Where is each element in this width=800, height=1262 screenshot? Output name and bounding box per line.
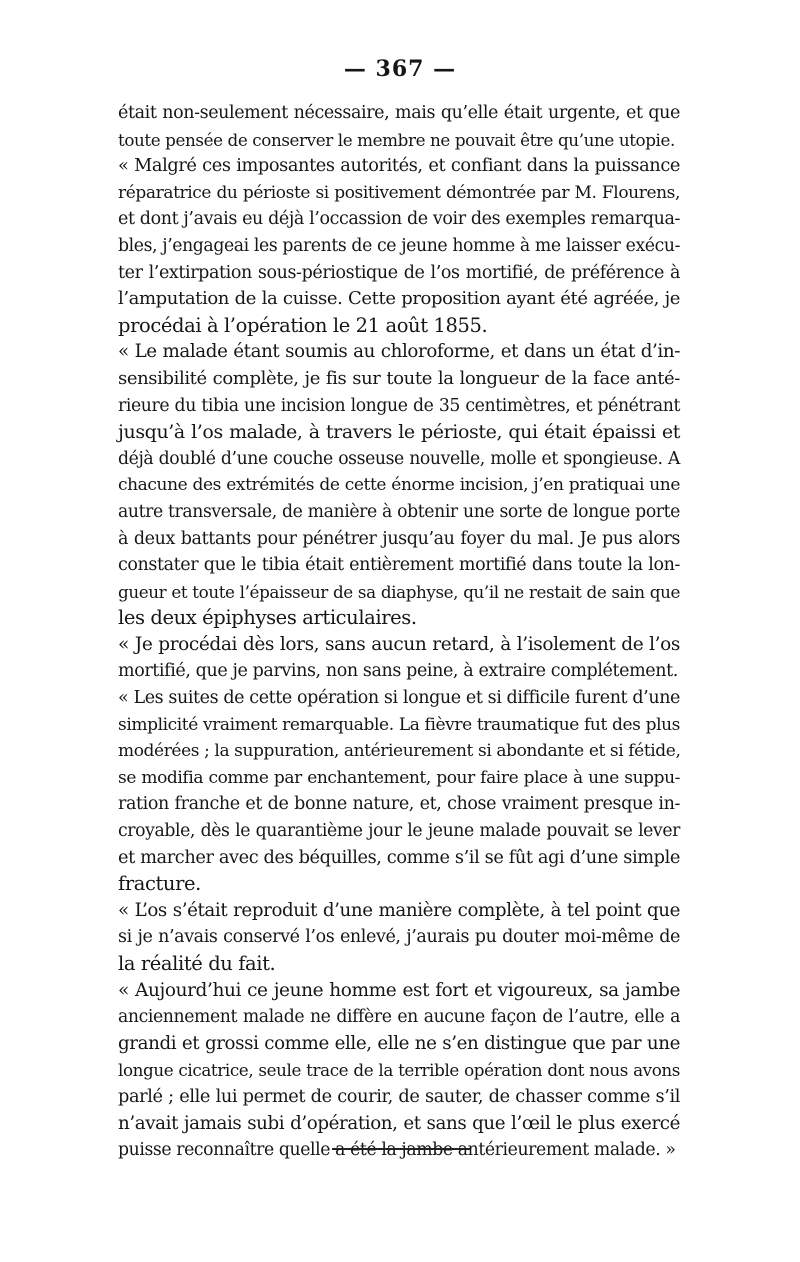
text-line: n’avait jamais subi d’opération, et sans que l’œil le plus exercé: [118, 1112, 680, 1134]
text-line: procédai à l’opération le 21 août 1855.: [118, 313, 488, 337]
text-line: ter l’extirpation sous-périostique de l’os mortifié, de préférence à: [118, 262, 680, 283]
text-line: fracture.: [118, 872, 201, 896]
text-line: « Malgré ces imposantes autorités, et confiant dans la puissance: [118, 156, 680, 177]
text-line: bles, j’engageai les parents de ce jeune homme à me laisser exécu-: [118, 235, 680, 256]
text-line: simplicité vraiment remarquable. La fièvre traumatique fut des plus: [118, 714, 680, 735]
text-line: et marcher avec des béquilles, comme s’il se fût agi d’une simple: [118, 847, 680, 868]
text-line: réparatrice du périoste si positivement démontrée par M. Flourens,: [118, 182, 680, 203]
text-line: « Je procédai dès lors, sans aucun retard, à l’isolement de l’os: [118, 633, 680, 655]
text-line: sensibilité complète, je fis sur toute la longueur de la face anté-: [118, 367, 680, 389]
text-line: et dont j’avais eu déjà l’occassion de voir des exemples remarqua-: [118, 209, 680, 230]
text-line: puisse reconnaître quelle a été la jambe antérieurement malade. »: [118, 1140, 676, 1161]
text-line: autre transversale, de manière à obtenir une sorte de longue porte: [118, 501, 680, 522]
text-line: croyable, dès le quarantième jour le jeune malade pouvait se lever: [118, 821, 680, 842]
page-number: — 367 —: [343, 56, 457, 82]
text-line: se modifia comme par enchantement, pour faire place à une suppu-: [118, 767, 680, 788]
text-line: si je n’avais conservé l’os enlevé, j’aurais pu douter moi-même de: [118, 927, 680, 948]
text-line: à deux battants pour pénétrer jusqu’au foyer du mal. Je pus alors: [118, 528, 680, 549]
text-line: modérées ; la suppuration, antérieurement si abondante et si fétide,: [118, 741, 681, 762]
text-line: toute pensée de conserver le membre ne pouvait être qu’une utopie.: [118, 129, 675, 150]
text-line: la réalité du fait.: [118, 952, 276, 975]
text-line: gueur et toute l’épaisseur de sa diaphyse, qu’il ne restait de sain que: [118, 581, 680, 602]
text-line: grandi et grossi comme elle, elle ne s’en distingue que par une: [118, 1032, 680, 1054]
text-line: « Aujourd’hui ce jeune homme est fort et vigoureux, sa jambe: [118, 979, 680, 1001]
text-line: « L’os s’était reproduit d’une manière complète, à tel point que: [118, 899, 680, 921]
text-line: mortifié, que je parvins, non sans peine, à extraire complétement.: [118, 661, 678, 682]
text-line: longue cicatrice, seule trace de la terrible opération dont nous avons: [118, 1060, 680, 1081]
text-line: les deux épiphyses articulaires.: [118, 606, 417, 630]
text-line: ration franche et de bonne nature, et, chose vraiment presque in-: [118, 794, 680, 815]
text-line: l’amputation de la cuisse. Cette proposition ayant été agréée, je: [118, 288, 680, 310]
page-body: [118, 100, 680, 1164]
text-line: « Les suites de cette opération si longue et si difficile furent d’une: [118, 688, 681, 709]
text-line: chacune des extrémités de cette énorme incision, j’en pratiquai une: [118, 475, 680, 496]
text-line: jusqu’à l’os malade, à travers le périoste, qui était épaissi et: [118, 421, 680, 444]
text-line: rieure du tibia une incision longue de 35 centimètres, et pénétrant: [118, 395, 680, 416]
text-line: parlé ; elle lui permet de courir, de sauter, de chasser comme s’il: [118, 1086, 680, 1107]
text-line: « Le malade étant soumis au chloroforme, et dans un état d’in-: [118, 341, 680, 363]
text-line: déjà doublé d’une couche osseuse nouvelle, molle et spongieuse. A: [118, 448, 680, 469]
end-rule-divider: [332, 1148, 470, 1150]
text-line: anciennement malade ne diffère en aucune façon de l’autre, elle a: [118, 1007, 680, 1028]
text-line: était non-seulement nécessaire, mais qu’elle était urgente, et que: [118, 103, 680, 123]
text-line: constater que le tibia était entièrement mortifié dans toute la lon-: [118, 555, 680, 576]
